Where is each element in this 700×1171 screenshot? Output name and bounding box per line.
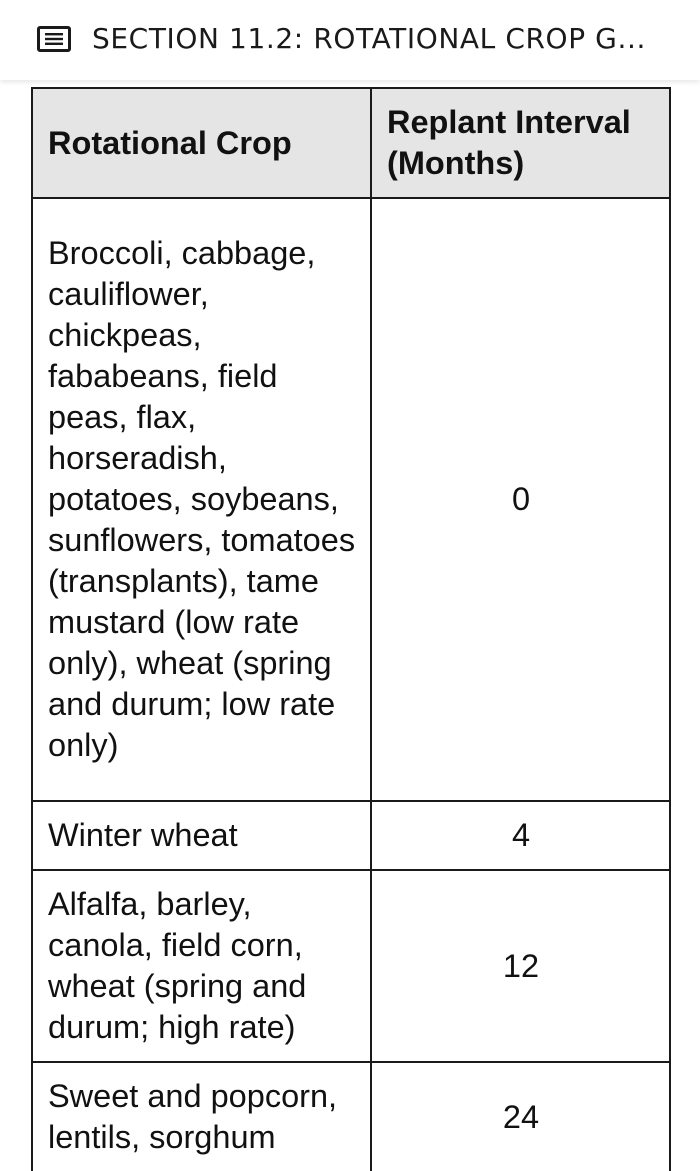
table-header-row <box>32 88 670 198</box>
column-header-rotational-crop: Rotational Crop <box>32 88 371 198</box>
crop-cell: Alfalfa, barley, canola, field corn, wheat (spring and durum; high rate) <box>32 870 371 1062</box>
interval-cell: 4 <box>371 801 670 870</box>
table-row <box>32 198 670 801</box>
section-title: SECTION 11.2: ROTATIONAL CROP G... <box>92 22 646 55</box>
crop-cell: Winter wheat <box>32 801 371 870</box>
crop-cell: Sweet and popcorn, lentils, sorghum <box>32 1062 371 1171</box>
table-row <box>32 1062 670 1171</box>
interval-cell: 24 <box>371 1062 670 1171</box>
replant-interval-table <box>31 87 671 1171</box>
column-header-replant-interval: Replant Interval (Months) <box>371 88 670 198</box>
table-of-contents-icon[interactable] <box>37 26 71 52</box>
table-row <box>32 801 670 870</box>
table-row <box>32 870 670 1062</box>
crop-cell: Broccoli, cabbage, cauliflower, chickpeas, fababeans, field peas, flax, horseradish, potatoes, soybeans, sunflowers, tomatoes (transplants), tame mustard (low rate only), wheat (spring and durum; low rate only) <box>32 198 371 801</box>
interval-cell: 12 <box>371 870 670 1062</box>
replant-interval-table-container <box>31 87 669 1171</box>
interval-cell: 0 <box>371 198 670 801</box>
section-header <box>0 0 700 80</box>
